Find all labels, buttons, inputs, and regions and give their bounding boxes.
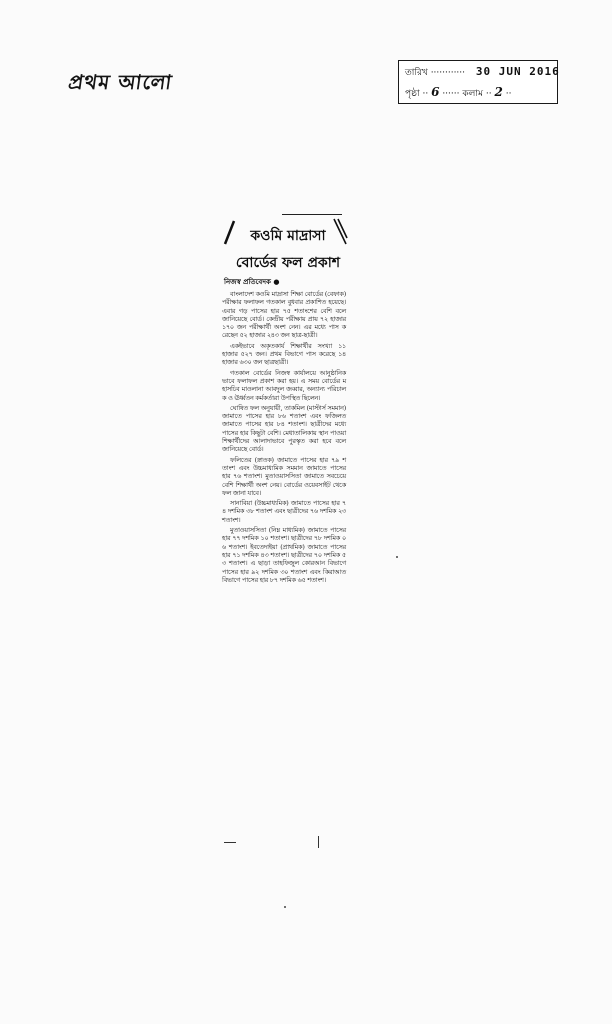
stamp-dots: ············: [430, 68, 466, 78]
stamp-date-value: 30 JUN 2016: [475, 65, 560, 78]
newspaper-masthead: প্রথম আলো: [66, 70, 175, 94]
article-paragraph: ঘোষিত ফল অনুযায়ী, তাকমিল (মাস্টার্স সমমান) জামাতে পাসের হার ৮৬ শতাংশ এবং ফজিলত জামাতে পাসের হার ৮৪ শতাংশ। ছাত্রীদের মধ্যে পাসের হার কিছুটা বেশি। মেধাতালিকায় স্থান পাওয়া শিক্ষার্থীদের আলাদাভাবে পুরস্কৃত করা হবে বলে জানিয়েছে বোর্ড।: [222, 403, 346, 454]
headline-rule: [282, 214, 342, 215]
archive-stamp: [398, 60, 558, 104]
news-article: [222, 214, 350, 854]
headline-line-2: বোর্ডের ফল প্রকাশ: [235, 255, 341, 271]
article-body: [222, 290, 346, 586]
article-paragraph: গতকাল বোর্ডের নিজস্ব কার্যালয়ে আনুষ্ঠানিকভাবে ফলাফল প্রকাশ করা হয়। এ সময় বোর্ডের মহাসচিব মাওলানা আবদুল জব্বার, অন্যান্য পরিচালক ও ঊর্ধ্বতন কর্মকর্তারা উপস্থিত ছিলেন।: [222, 368, 346, 402]
stamp-date-row: [405, 65, 560, 80]
article-paragraph: সানাবিয়া (উচ্চমাধ্যমিক) জামাতে পাসের হার ৭৪ দশমিক ৩৮ শতাংশ এবং ছাত্রীদের ৭৬ দশমিক ২৩ শতাংশ।: [222, 499, 346, 524]
stamp-column-value: 2: [494, 85, 503, 99]
stamp-page-label: পৃষ্ঠা: [405, 89, 420, 99]
crop-mark-bottom-right: [318, 836, 319, 848]
article-paragraph: একইভাবে অকৃতকার্য শিক্ষার্থীর সংখ্যা ১১ হাজার ৫২৭ জন। প্রথম বিভাগে পাস করেছে ১৪ হাজার ৬৩০ জন ছাত্রছাত্রী।: [222, 341, 346, 367]
article-byline: নিজস্ব প্রতিবেদক ●: [224, 278, 280, 286]
scan-speck: [284, 906, 286, 908]
stamp-date-label: তারিখ: [405, 68, 428, 78]
article-paragraph: ফলিতের (স্নাতক) জামাতে পাসের হার ৭৯ শতাংশ এবং উচ্চমাধ্যমিক সমমান জামাতে পাসের হার ৭৬ শতাংশ। মুতাওয়াসসিতা জামাতে সবচেয়ে বেশি শিক্ষার্থী অংশ নেয়। বোর্ডের ওয়েবসাইট থেকে ফল জানা যাবে।: [222, 455, 346, 497]
article-paragraph: মুতাওয়াসসিতা (নিম্ন মাধ্যমিক) জামাতে পাসের হার ৭৭ দশমিক ১০ শতাংশ। ছাত্রীদের ৭৮ দশমিক ০৬ শতাংশ। ইবতেদাইয়া (প্রাথমিক) জামাতে পাসের হার ৭১ দশমিক ৪৩ শতাংশ। ছাত্রীদের ৭০ দশমিক ৫৩ শতাংশ। এ ছাড়া তাহফিজুল কোরআন বিভাগে পাসের হার ৯২ দশমিক ৩০ শতাংশ এবং কিরাআত বিভাগে পাসের হার ৮৭ দশমিক ৬৫ শতাংশ।: [222, 526, 346, 584]
article-paragraph: বাংলাদেশ কওমি মাদ্রাসা শিক্ষা বোর্ডের (বেফাক) পরীক্ষার ফলাফল গতকাল বুধবার প্রকাশিত হয়েছে। এবার গড় পাসের হার ৭৫ শতাংশের বেশি বলে জানিয়েছে বোর্ড। কেন্দ্রীয় পরীক্ষায় প্রায় ৭২ হাজার ১৭০ জন পরীক্ষার্থী অংশ নেন। এর মধ্যে পাস করেছেন ৫২ হাজার ২৪৩ জন ছাত্র-ছাত্রী।: [222, 290, 346, 340]
headline-line-1: কওমি মাদ্রাসা: [250, 228, 326, 244]
crop-mark-bottom-left: [224, 842, 236, 843]
article-headline: [228, 224, 348, 275]
scan-speck: [396, 556, 398, 558]
stamp-page-value: 6: [431, 85, 440, 99]
stamp-page-row: পৃষ্ঠা ·· 6 ······ কলাম ·· 2 ··: [405, 85, 512, 99]
stamp-column-label: কলাম: [462, 89, 483, 99]
